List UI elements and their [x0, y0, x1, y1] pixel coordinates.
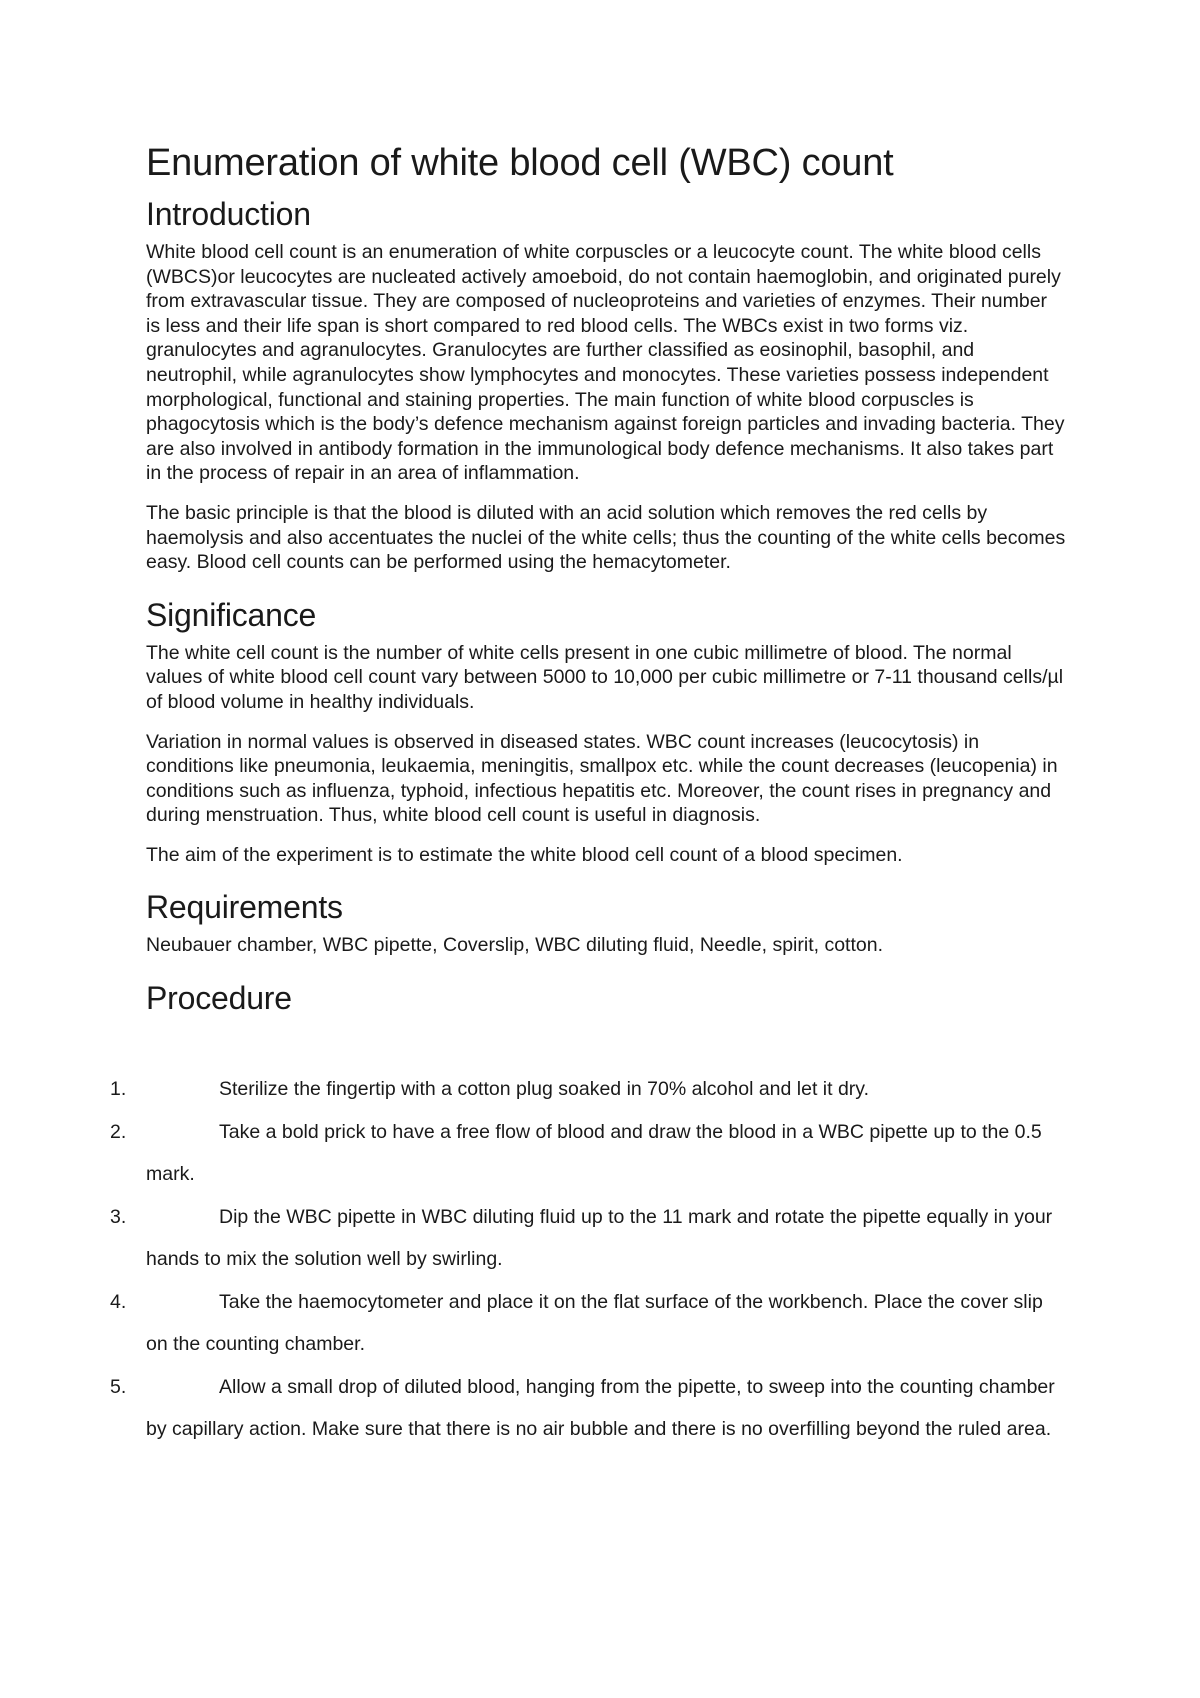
significance-paragraph-2: Variation in normal values is observed in diseased states. WBC count increases (leucocytosis) in conditions like pneumonia, leukaemia, meningitis, smallpox etc. while the count decreases (leucopenia) in conditions such as influenza, typhoid, infectious hepatitis etc. Moreover, the count rises in pregnancy and during menstruation. Thus, white blood cell count is useful in diagnosis.: [146, 730, 1058, 827]
procedure-step: [110, 1196, 1066, 1281]
step-number: 3.: [110, 1205, 127, 1228]
requirements-text: Neubauer chamber, WBC pipette, Coverslip, WBC diluting fluid, Needle, spirit, cotton.: [146, 934, 884, 957]
introduction-paragraph-1: White blood cell count is an enumeration of white corpuscles or a leucocyte count. The white blood cells (WBCS)or leucocytes are nucleated actively amoeboid, do not contain haemoglobin, and originated purely from extravascular tissue. They are composed of nucleoproteins and varieties of enzymes. Their number is less and their life span is short compared to red blood cells. The WBCs exist in two forms viz. granulocytes and agranulocytes. Granulocytes are further classified as eosinophil, basophil, and neutrophil, while agranulocytes show lymphocytes and monocytes. These varieties possess independent morphological, functional and staining properties. The main function of white blood corpuscles is phagocytosis which is the body’s defence mechanism against foreign particles and invading bacteria. They are also involved in antibody formation in the immunological body defence mechanisms. It also takes part in the process of repair in an area of inflammation.: [146, 241, 1065, 485]
procedure-step: [110, 1068, 1066, 1111]
step-number: 2.: [110, 1120, 127, 1143]
step-number: 5.: [110, 1375, 127, 1398]
document-page: [110, 140, 1066, 1451]
step-text: Allow a small drop of diluted blood, hanging from the pipette, to sweep into the counting chamber by capillary action. Make sure that there is no air bubble and there is no overfilling beyond the ruled area.: [146, 1375, 1055, 1441]
significance-paragraph-3: The aim of the experiment is to estimate the white blood cell count of a blood specimen.: [146, 843, 903, 866]
procedure-heading: Procedure: [146, 980, 292, 1017]
significance-heading: Significance: [146, 596, 317, 633]
significance-paragraph-1: The white cell count is the number of white cells present in one cubic millimetre of blood. The normal values of white blood cell count vary between 5000 to 10,000 per cubic millimetre or 7-11 thousand cells/µl of blood volume in healthy individuals.: [146, 641, 1064, 713]
step-text: Take the haemocytometer and place it on the flat surface of the workbench. Place the cover slip on the counting chamber.: [146, 1290, 1043, 1356]
procedure-step: [110, 1281, 1066, 1366]
requirements-heading: Requirements: [146, 889, 343, 926]
procedure-step: [110, 1366, 1066, 1451]
step-text: Sterilize the fingertip with a cotton plug soaked in 70% alcohol and let it dry.: [219, 1078, 870, 1101]
document-title: Enumeration of white blood cell (WBC) count: [146, 142, 894, 184]
procedure-steps: [110, 1068, 1066, 1451]
step-text: Dip the WBC pipette in WBC diluting fluid up to the 11 mark and rotate the pipette equally in your hands to mix the solution well by swirling.: [146, 1205, 1053, 1271]
introduction-heading: Introduction: [146, 196, 311, 232]
step-number: 4.: [110, 1290, 127, 1313]
procedure-step: [110, 1111, 1066, 1196]
step-text: Take a bold prick to have a free flow of blood and draw the blood in a WBC pipette up to the 0.5 mark.: [146, 1120, 1042, 1186]
step-number: 1.: [110, 1078, 127, 1101]
introduction-paragraph-2: The basic principle is that the blood is diluted with an acid solution which removes the red cells by haemolysis and also accentuates the nuclei of the white cells; thus the counting of the white cells becomes easy. Blood cell counts can be performed using the hemacytometer.: [146, 501, 1066, 574]
